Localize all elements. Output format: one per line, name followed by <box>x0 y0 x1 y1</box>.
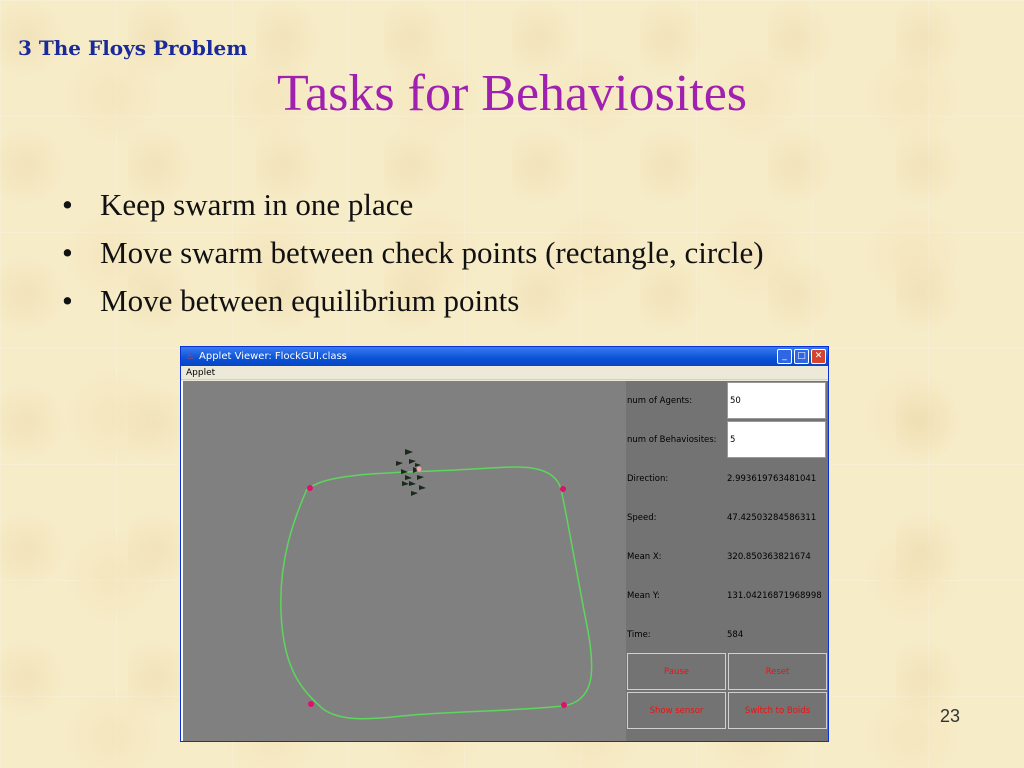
stat-value: 2.993619763481041 <box>727 473 817 484</box>
agents-row <box>626 381 828 420</box>
section-title: 3 The Floys Problem <box>18 36 248 60</box>
close-button[interactable]: ✕ <box>811 349 826 364</box>
applet-window <box>180 346 829 742</box>
stat-row-direction <box>626 459 828 498</box>
behaviosites-row <box>626 420 828 459</box>
stat-value: 584 <box>727 629 744 640</box>
window-title: Applet Viewer: FlockGUI.class <box>199 351 347 362</box>
checkpoint-marker <box>560 486 566 492</box>
bullet-list <box>62 184 764 328</box>
behaviosites-input[interactable]: 5 <box>727 421 826 458</box>
agents-input[interactable]: 50 <box>727 382 826 419</box>
checkpoint-marker <box>307 485 313 491</box>
bullet-item <box>62 184 764 232</box>
stat-row-speed <box>626 498 828 537</box>
swarm-path <box>281 467 592 719</box>
switch-to-boids-button[interactable]: Switch to Boids <box>728 692 827 729</box>
bullet-text: Keep swarm in one place <box>100 187 414 222</box>
slide-number: 23 <box>940 706 961 726</box>
behaviosites-label: num of Behaviosites: <box>627 434 717 445</box>
simulation-canvas[interactable] <box>181 381 626 741</box>
slide-title: Tasks for Behaviosites <box>276 65 748 122</box>
stat-label: Mean Y: <box>627 590 660 601</box>
stat-label: Mean X: <box>627 551 662 562</box>
bullet-icon: • <box>62 187 73 222</box>
stat-label: Time: <box>627 629 651 640</box>
stat-value: 131.04216871968998 <box>727 590 822 601</box>
agents-label: num of Agents: <box>627 395 693 406</box>
show-sensor-button[interactable]: Show sensor <box>627 692 726 729</box>
stat-value: 47.42503284586311 <box>727 512 817 523</box>
control-panel <box>626 381 828 741</box>
checkpoint-marker <box>561 702 567 708</box>
java-icon: ♨ <box>185 351 195 362</box>
pause-button[interactable]: Pause <box>627 653 726 690</box>
stat-row-time <box>626 615 828 654</box>
minimize-button[interactable]: _ <box>777 349 792 364</box>
swarm-center-marker <box>417 467 422 472</box>
bullet-item <box>62 280 764 328</box>
bullet-text: Move swarm between check points (rectangle, circle) <box>100 235 764 270</box>
window-titlebar[interactable] <box>181 347 828 366</box>
stat-value: 320.850363821674 <box>727 551 811 562</box>
bullet-text: Move between equilibrium points <box>100 283 520 318</box>
stat-label: Speed: <box>627 512 657 523</box>
bullet-icon: • <box>62 283 73 318</box>
reset-button[interactable]: Reset <box>728 653 827 690</box>
stat-row-mean-x <box>626 537 828 576</box>
bullet-item <box>62 232 764 280</box>
menubar <box>181 366 828 380</box>
stat-row-mean-y <box>626 576 828 615</box>
checkpoint-marker <box>308 701 314 707</box>
simulation-svg <box>183 381 626 741</box>
menu-applet[interactable]: Applet <box>186 368 216 378</box>
bullet-icon: • <box>62 235 73 270</box>
maximize-button[interactable]: □ <box>794 349 809 364</box>
stat-label: Direction: <box>627 473 669 484</box>
